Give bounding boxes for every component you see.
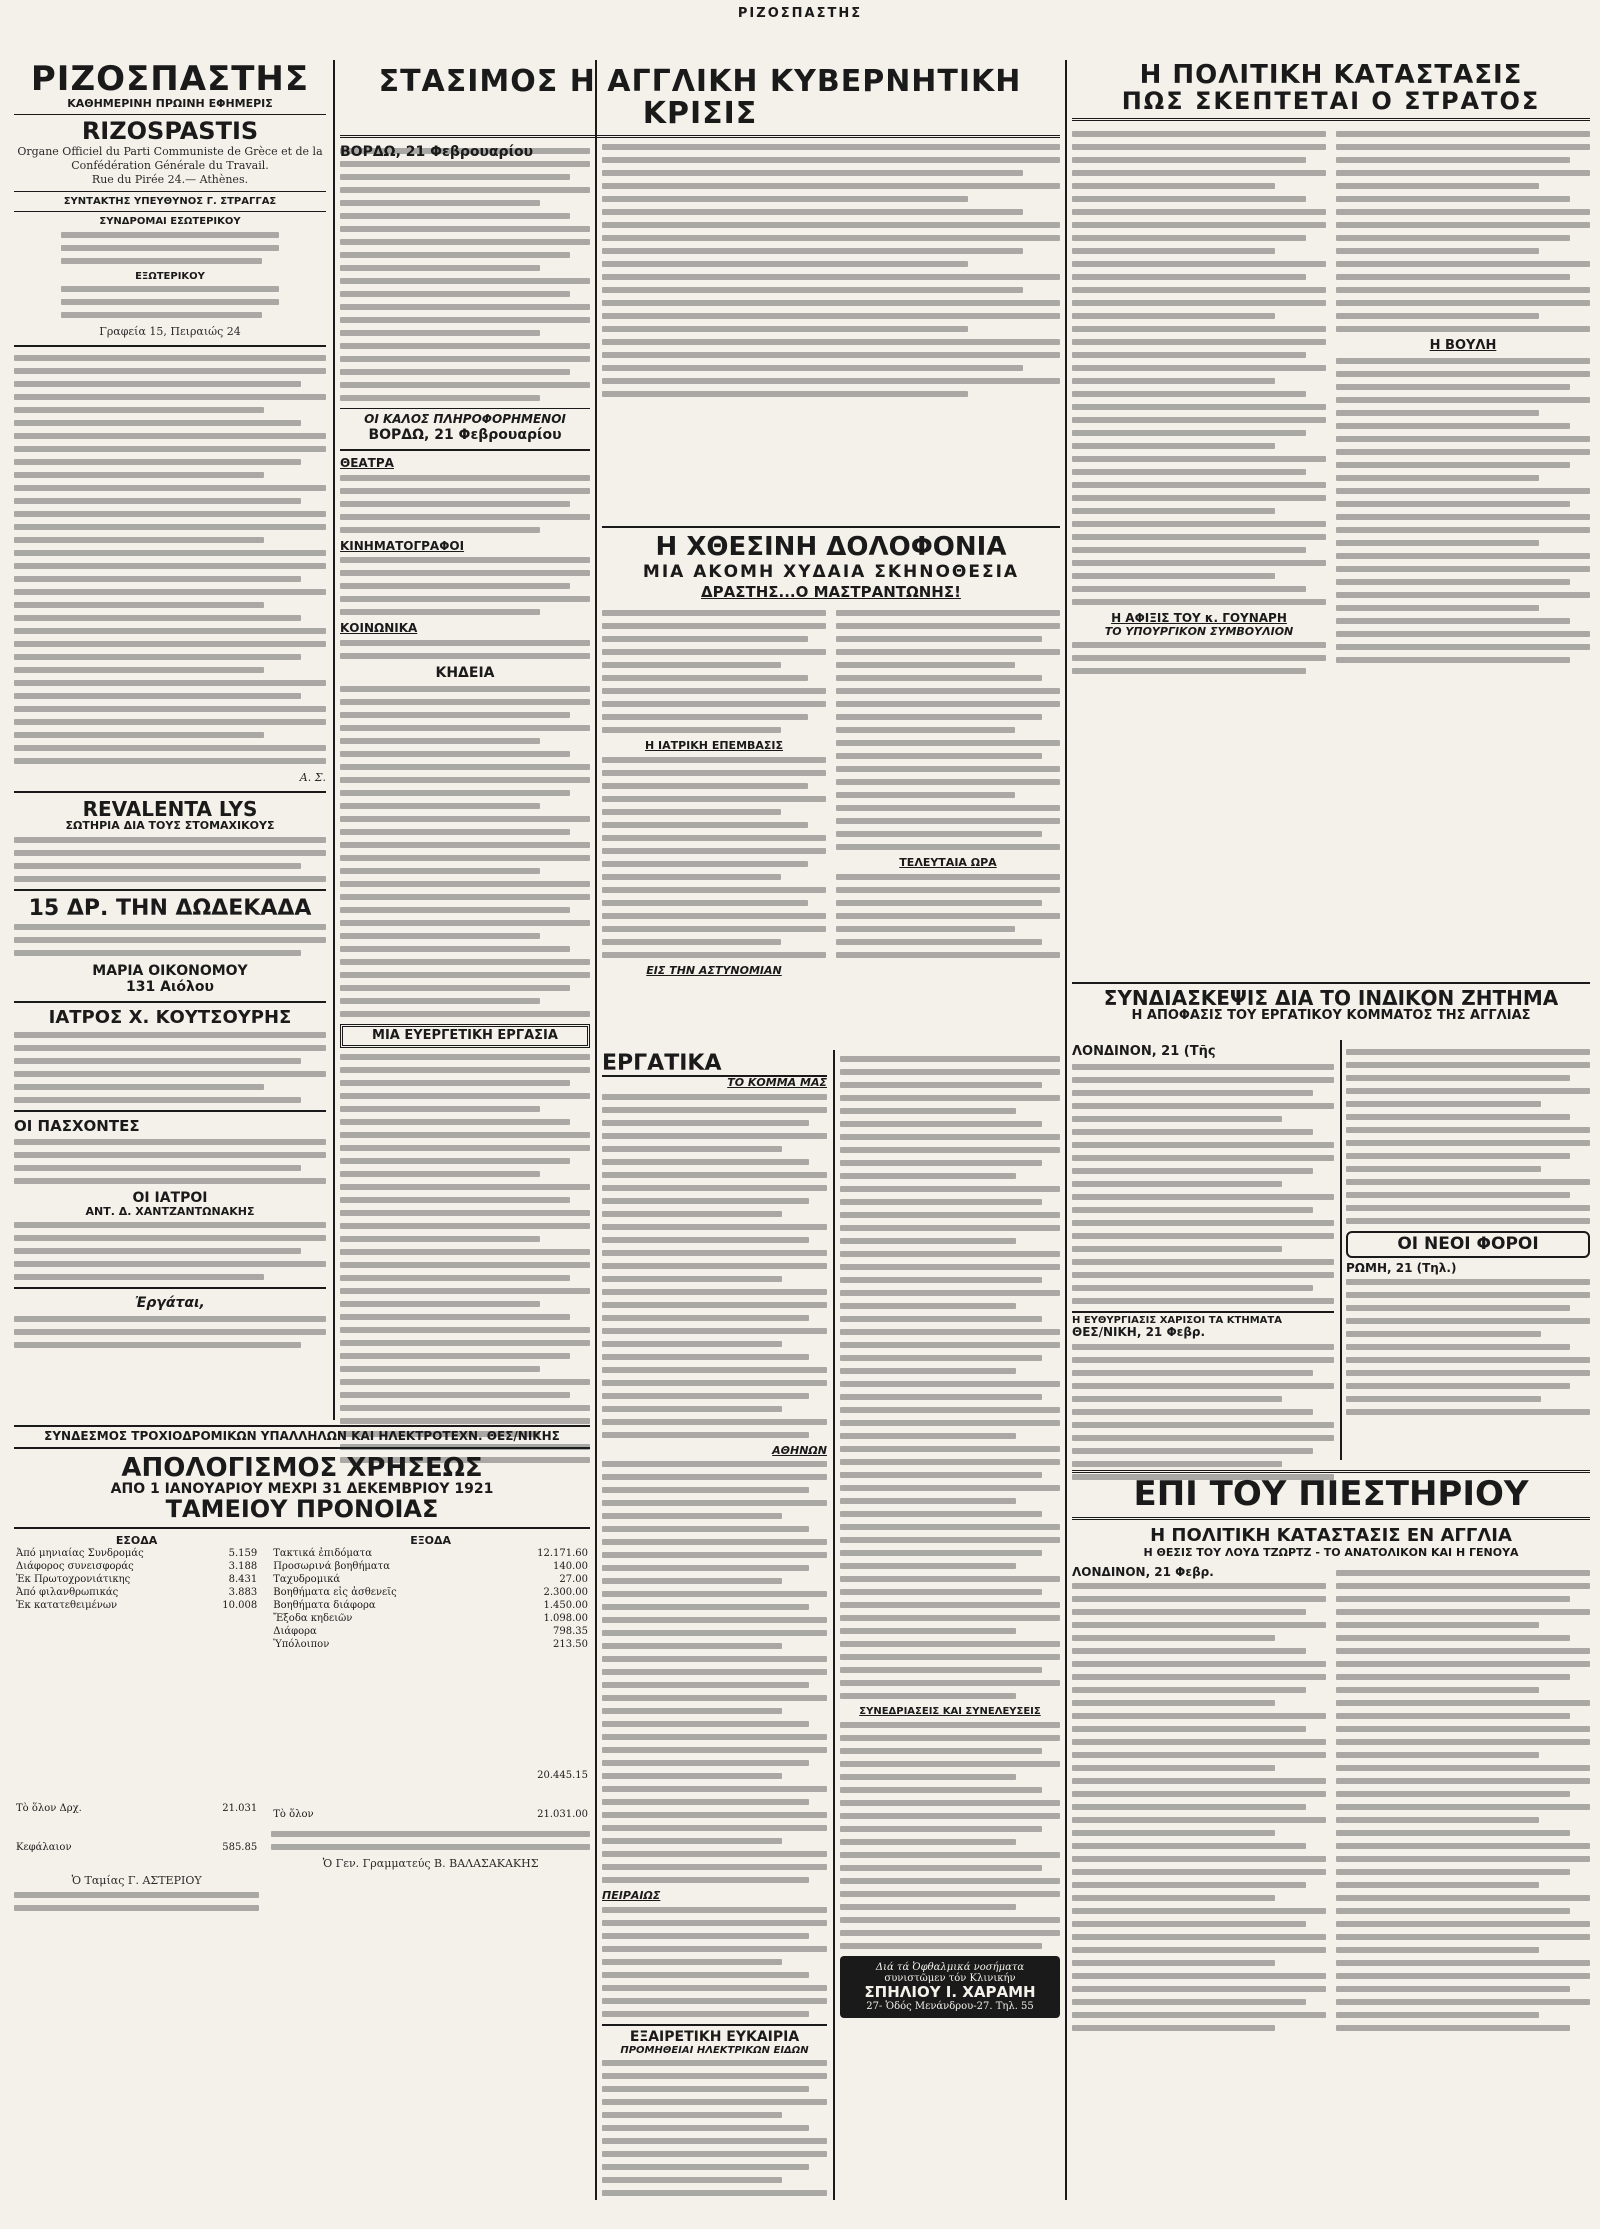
table-row: Τὸ ὅλον Δρχ. 21.031 [16, 1802, 258, 1814]
rome-dateline: ΡΩΜΗ, 21 (Τηλ.) [1346, 1260, 1457, 1275]
masthead-office: Γραφεία 15, Πειραιώς 24 [99, 325, 241, 339]
main-dateline: ΒΟΡΔΩ, 21 Φεβρουαρίου [340, 144, 534, 160]
vouli-heading: Η ΒΟΥΛΗ [1429, 338, 1497, 354]
table-row: Διάφορος συνεισφοράς 3.188 [16, 1560, 258, 1572]
income-table: ΕΣΟΔΑ Ἀπό μηνιαίας Συνδρομάς 5.159 Διάφορος συνεισφοράς 3.188 Ἐκ Πρωτοχρονιάτικης 8.431 Ἀπό φιλανθρωπικάς 3.883 Ἐκ κατατεθειμένων 10.008 Τὸ ὅλον Δρχ. 21.031 Κεφάλαιον 585.85 Ὁ Ταμίας Γ. ΑΣΤΕΡΙΟΥ [14, 1535, 259, 1918]
accounts-period: ΑΠΟ 1 ΙΑΝΟΥΑΡΙΟΥ ΜΕΧΡΙ 31 ΔΕΚΕΜΒΡΙΟΥ 1921 [110, 1481, 494, 1498]
press-headline: ΕΠΙ ΤΟΥ ΠΙΕΣΤΗΡΙΟΥ [1072, 1470, 1590, 1520]
society-heading: ΚΟΙΝΩΝΙΚΑ [340, 621, 418, 636]
second-column [340, 62, 590, 1422]
india-headline: ΣΥΝΔΙΑΣΚΕΨΙΣ ΔΙΑ ΤΟ ΙΝΔΙΚΟΝ ΖΗΤΗΜΑ [1072, 982, 1590, 1009]
table-row: Ἀπό μηνιαίας Συνδρομάς 5.159 [16, 1547, 258, 1559]
secretary-signature: Ὁ Γεν. Γραμματεύς Β. ΒΑΛΑΣΑΚΑΚΗΣ [322, 1856, 539, 1870]
murder-kicker: ΔΡΑΣΤΗΣ...Ο ΜΑΣΤΡΑΝΤΩΝΗΣ! [701, 582, 961, 601]
running-head: ΡΙΖΟΣΠΑΣΤΗΣ [737, 6, 863, 21]
labour-column [602, 1052, 827, 2192]
politics-subhead: ΠΩΣ ΣΚΕΠΤΕΤΑΙ Ο ΣΤΡΑΤΟΣ [1072, 89, 1590, 121]
party-heading: ΤΟ ΚΟΜΜΑ ΜΑΣ [727, 1076, 827, 1090]
masthead-latin-title: RIZOSPASTIS [81, 117, 259, 146]
india-subhead: Η ΑΠΟΦΑΣΙΣ ΤΟΥ ΕΡΓΑΤΙΚΟΥ ΚΟΜΜΑΤΟΣ ΤΗΣ ΑΓΓΛΙΑΣ [1131, 1008, 1531, 1023]
column-rule [1340, 1040, 1342, 1460]
article-text [14, 355, 326, 764]
main-headline: ΣΤΑΣΙΜΟΣ Η ΑΓΓΛΙΚΗ ΚΥΒΕΡΝΗΤΙΚΗ ΚΡΙΣΙΣ [340, 60, 1060, 138]
table-row: Ἐκ Πρωτοχρονιάτικης 8.431 [16, 1573, 258, 1585]
masthead-title: ΡΙΖΟΣΠΑΣΤΗΣ [30, 59, 310, 99]
masthead-subtitle: ΚΑΘΗΜΕΡΙΝΗ ΠΡΩΙΝΗ ΕΦΗΜΕΡΙΣ [67, 96, 273, 110]
column-rule [595, 60, 597, 2200]
table-row: Βοηθήματα διάφορα 1.450.00 [273, 1599, 588, 1611]
accounts-fund: ΤΑΜΕΙΟΥ ΠΡΟΝΟΙΑΣ [14, 1497, 590, 1528]
taxes-heading: ΟΙ ΝΕΟΙ ΦΟΡΟΙ [1346, 1231, 1590, 1258]
accounts-banner: ΣΥΝΔΕΣΜΟΣ ΤΡΟΧΙΟΔΡΟΜΙΚΩΝ ΥΠΑΛΛΗΛΩΝ ΚΑΙ ΗΛΕΚΤΡΟΤΕΧΝ. ΘΕΣ/ΝΙΚΗΣ [14, 1425, 590, 1449]
last-hour-heading: ΤΕΛΕΥΤΑΙΑ ΩΡΑ [899, 856, 997, 870]
offer-subheading: ΠΡΟΜΗΘΕΙΑΙ ΗΛΕΚΤΡΙΚΩΝ ΕΙΔΩΝ [620, 2045, 809, 2057]
masthead [14, 59, 326, 347]
press-article [1072, 1470, 1590, 2200]
masthead-latin-desc: Organe Officiel du Parti Communiste de Grèce et de la Confédération Générale du Travail. [17, 144, 323, 172]
treasurer-signature: Ὁ Ταμίας Γ. ΑΣΤΕΡΙΟΥ [71, 1873, 202, 1887]
ergatika-heading: ΕΡΓΑΤΙΚΑ [602, 1052, 827, 1077]
cinema-heading: ΚΙΝΗΜΑΤΟΓΡΑΦΟΙ [340, 538, 465, 553]
author-signature: Α. Σ. [299, 771, 326, 785]
main-headline-block [340, 60, 1060, 160]
ad-dozen: 15 ΔΡ. ΤΗΝ ΔΩΔΕΚΑΔΑ ΜΑΡΙΑ ΟΙΚΟΝΟΜΟΥ 131 Αιόλου [14, 897, 326, 995]
offer-heading: ΕΞΑΙΡΕΤΙΚΗ ΕΥΚΑΙΡΙΑ [602, 2024, 827, 2045]
india-headline-block [1072, 982, 1590, 1042]
police-heading: ΕΙΣ ΤΗΝ ΑΣΤΥΝΟΜΙΑΝ [646, 963, 782, 977]
box-title: ΟΙ ΚΑΛΟΣ ΠΛΗΡΟΦΟΡΗΜΕΝΟΙ [364, 412, 566, 426]
table-row: Ἀπό φιλανθρωπικάς 3.883 [16, 1586, 258, 1598]
thess-dateline: ΘΕΣ/ΝΙΚΗ, 21 Φεβρ. [1072, 1325, 1206, 1340]
right-column-top [1072, 62, 1590, 1062]
table-row: Ταχυδρομικά 27.00 [273, 1573, 588, 1585]
ad-revalenta: REVALENTA LYS ΣΩΤΗΡΙΑ ΔΙΑ ΤΟΥΣ ΣΤΟΜΑΧΙΚΟΥΣ [14, 799, 326, 882]
masthead-director: ΣΥΝΤΑΚΤΗΣ ΥΠΕΥΘΥΝΟΣ Γ. ΣΤΡΑΓΓΑΣ [63, 195, 277, 207]
expense-table: ΕΞΟΔΑ Τακτικά ἐπιδόματα 12.171.60 Προσωρινά βοηθήματα 140.00 Ταχυδρομικά 27.00 Βοηθήματα εἰς ἀσθενεῖς 2.300.00 Βοηθήματα διάφορα 1.450.00 Ἔξοδα κηδειῶν 1.098.00 Διάφορα 798.35 Ὑπόλοιπον 213.50 20.445.15 Τὸ ὅλον 21.031.00 Ὁ Γεν. Γραμματεύς Β. ΒΑΛΑΣΑΚΑΚΗΣ [273, 1533, 588, 1870]
masthead-address: Rue du Pirée 24.— Athènes. [91, 172, 249, 186]
column-rule [833, 1050, 835, 2200]
column-rule [333, 60, 335, 1420]
column-rule [1065, 60, 1067, 2200]
box-dateline: ΒΟΡΔΩ, 21 Φεβρουαρίου [368, 426, 562, 443]
meetings-heading: ΣΥΝΕΔΡΙΑΣΕΙΣ ΚΑΙ ΣΥΝΕΛΕΥΣΕΙΣ [859, 1706, 1041, 1717]
piraeus-heading: ΠΕΙΡΑΙΩΣ [602, 1889, 661, 1903]
table-row: Τακτικά ἐπιδόματα 12.171.60 [273, 1547, 588, 1559]
london-dateline: ΛΟΝΔΙΝΟΝ, 21 (Τῆς [1072, 1044, 1216, 1059]
gounaris-heading: Η ΑΦΙΞΙΣ ΤΟΥ κ. ΓΟΥΝΑΡΗ [1111, 611, 1287, 626]
medical-heading: Η ΙΑΤΡΙΚΗ ΕΠΕΜΒΑΣΙΣ [644, 739, 784, 753]
table-row: Διάφορα 798.35 [273, 1625, 588, 1637]
funerals-heading: ΚΗΔΕΙΑ [435, 665, 495, 682]
murder-headline: Η ΧΘΕΣΙΝΗ ΔΟΛΟΦΟΝΙΑ [655, 532, 1007, 562]
table-row: Ἔξοδα κηδειῶν 1.098.00 [273, 1612, 588, 1624]
theatre-heading: ΘΕΑΤΡΑ [340, 455, 394, 470]
murder-subhead: ΜΙΑ ΑΚΟΜΗ ΧΥΔΑΙΑ ΣΚΗΝΟΘΕΣΙΑ [642, 562, 1020, 583]
table-row: Τὸ ὅλον 21.031.00 [273, 1808, 588, 1820]
left-column [14, 59, 326, 1422]
table-row: Βοηθήματα εἰς ἀσθενεῖς 2.300.00 [273, 1586, 588, 1598]
table-row: Ὑπόλοιπον 213.50 [273, 1638, 588, 1650]
ad-sufferers: ΟΙ ΠΑΣΧΟΝΤΕΣ ΟΙ ΙΑΤΡΟΙ ΑΝΤ. Δ. ΧΑΝΤΖΑΝΤΩΝΑΚΗΣ [14, 1118, 326, 1281]
table-row: Κεφάλαιον 585.85 [16, 1841, 258, 1853]
third-column-top [602, 140, 1060, 540]
subscriptions-title: ΣΥΝΔΡΟΜΑΙ ΕΣΩΤΕΡΙΚΟΥ [99, 216, 241, 228]
murder-article [602, 520, 1060, 1050]
accounts-title: ΑΠΟΛΟΓΙΣΜΟΣ ΧΡΗΣΕΩΣ [121, 1452, 483, 1483]
benefit-heading: ΜΙΑ ΕΥΕΡΓΕΤΙΚΗ ΕΡΓΑΣΙΑ [340, 1024, 590, 1048]
labour-column-2 [840, 1052, 1060, 2192]
ophthalmology-ad: Διά τά Ὀφθαλμικά νοσήματα συνιστῶμεν τόν Κλινικήν ΣΠΗΛΙΟΥ Ι. ΧΑΡΑΜΗ 27- Ὁδός Μενάνδρου-27. Τηλ. 55 [840, 1956, 1060, 2018]
estates-heading: Η ΕΥΘΥΡΓΙΑΣΙΣ ΧΑΡΙΣΟΙ ΤΑ ΚΤΗΜΑΤΑ [1072, 1311, 1334, 1327]
india-article [1072, 1045, 1334, 1465]
table-row: Ἐκ κατατεθειμένων 10.008 [16, 1599, 258, 1611]
athens-heading: ΑΘΗΝΩΝ [772, 1443, 827, 1457]
subscriptions-abroad: ΕΞΩΤΕΡΙΚΟΥ [135, 270, 205, 282]
cabinet-heading: ΤΟ ΥΠΟΥΡΓΙΚΟΝ ΣΥΜΒΟΥΛΙΟΝ [1104, 624, 1294, 638]
ad-workers: Ἐργάται, [14, 1295, 326, 1347]
taxes-article [1346, 1045, 1590, 1465]
press-dateline: ΛΟΝΔΙΝΟΝ, 21 Φεβρ. [1072, 1564, 1214, 1579]
press-subhead: Η ΠΟΛΙΤΙΚΗ ΚΑΤΑΣΤΑΣΙΣ ΕΝ ΑΓΓΛΙΑ [1150, 1524, 1512, 1546]
press-subhead-2: Η ΘΕΣΙΣ ΤΟΥ ΛΟΥΔ ΤΖΩΡΤΖ - ΤΟ ΑΝΑΤΟΛΙΚΟΝ ΚΑΙ Η ΓΕΝΟΥΑ [1143, 1546, 1519, 1560]
table-row: 20.445.15 [537, 1769, 588, 1781]
ad-doctor: ΙΑΤΡΟΣ Χ. ΚΟΥΤΣΟΥΡΗΣ [14, 1009, 326, 1103]
politics-headline: Η ΠΟΛΙΤΙΚΗ ΚΑΤΑΣΤΑΣΙΣ [1139, 60, 1523, 90]
accounts-block [14, 1425, 590, 2205]
table-row: Προσωρινά βοηθήματα 140.00 [273, 1560, 588, 1572]
